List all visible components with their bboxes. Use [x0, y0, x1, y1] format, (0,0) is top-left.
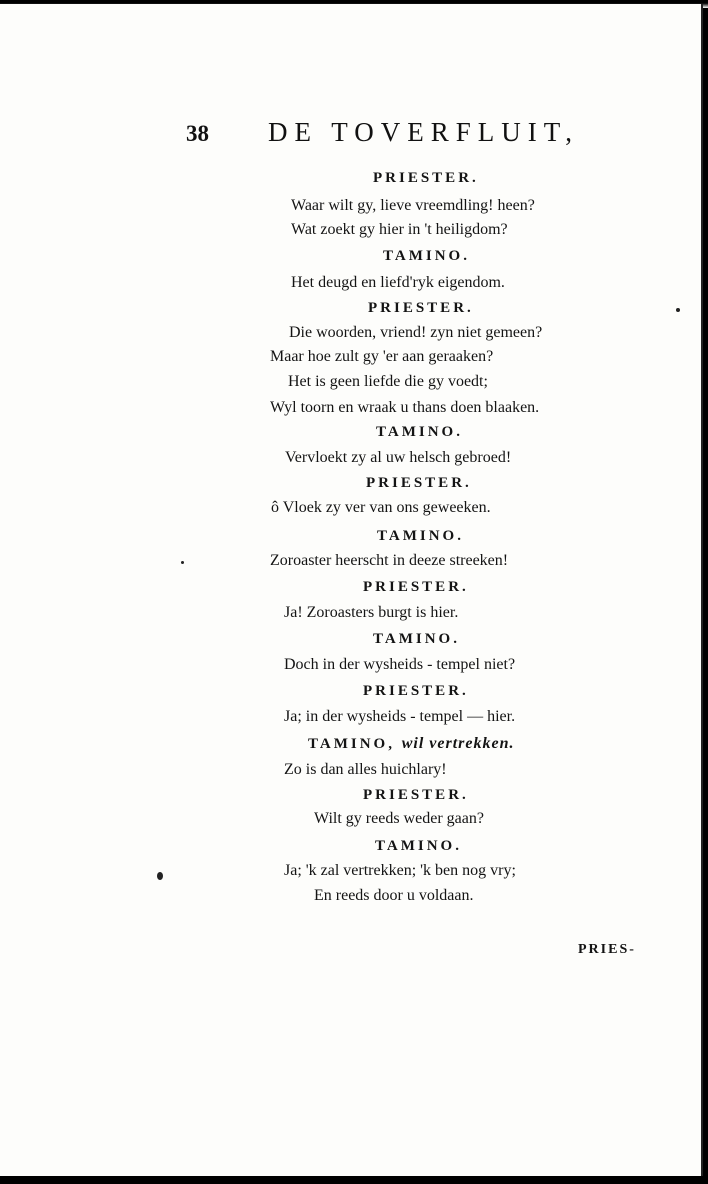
- verse-line: En reeds door u voldaan.: [314, 887, 474, 904]
- speaker-heading: PRIESTER.: [363, 787, 469, 803]
- verse-line: Ja; 'k zal vertrekken; 'k ben nog vry;: [284, 862, 516, 879]
- verse-line: Die woorden, vriend! zyn niet gemeen?: [289, 324, 543, 341]
- page-number: 38: [186, 121, 209, 146]
- verse-line: Waar wilt gy, lieve vreemdling! heen?: [291, 197, 535, 214]
- verse-line: Vervloekt zy al uw helsch gebroed!: [285, 449, 512, 466]
- verse-line: ô Vloek zy ver van ons geweeken.: [271, 499, 491, 516]
- ink-speck: [181, 561, 184, 564]
- speaker-heading: TAMINO.: [383, 248, 470, 264]
- speaker-heading: TAMINO.: [375, 838, 462, 854]
- verse-line: Wyl toorn en wraak u thans doen blaaken.: [270, 399, 540, 416]
- stage-direction-action: wil vertrekken.: [401, 735, 515, 752]
- verse-line: Wilt gy reeds weder gaan?: [314, 810, 484, 827]
- ink-speck: [676, 308, 680, 312]
- verse-line: Zo is dan alles huichlary!: [284, 761, 447, 778]
- speaker-heading: PRIESTER.: [368, 300, 474, 316]
- verse-line: Ja! Zoroasters burgt is hier.: [284, 604, 459, 621]
- catchword: PRIES-: [578, 942, 636, 957]
- stage-direction: [308, 735, 515, 753]
- verse-line: Ja; in der wysheids - tempel — hier.: [284, 708, 516, 725]
- verse-line: Wat zoekt gy hier in 't heiligdom?: [291, 221, 508, 238]
- stage-direction-speaker: TAMINO,: [308, 736, 395, 752]
- speaker-heading: TAMINO.: [373, 631, 460, 647]
- speaker-heading: PRIESTER.: [366, 475, 472, 491]
- verse-line: Het deugd en liefd'ryk eigendom.: [291, 274, 505, 291]
- book-page: [0, 4, 703, 1176]
- verse-line: Maar hoe zult gy 'er aan geraaken?: [270, 348, 494, 365]
- verse-line: Doch in der wysheids - tempel niet?: [284, 656, 516, 673]
- running-title: DE TOVERFLUIT,: [268, 117, 579, 147]
- speaker-heading: PRIESTER.: [373, 170, 479, 186]
- speaker-heading: TAMINO.: [377, 528, 464, 544]
- speaker-heading: TAMINO.: [376, 424, 463, 440]
- verse-line: Zoroaster heerscht in deeze streeken!: [270, 552, 509, 569]
- speaker-heading: PRIESTER.: [363, 683, 469, 699]
- speaker-heading: PRIESTER.: [363, 579, 469, 595]
- verse-line: Het is geen liefde die gy voedt;: [288, 373, 488, 390]
- ink-speck: [157, 872, 163, 880]
